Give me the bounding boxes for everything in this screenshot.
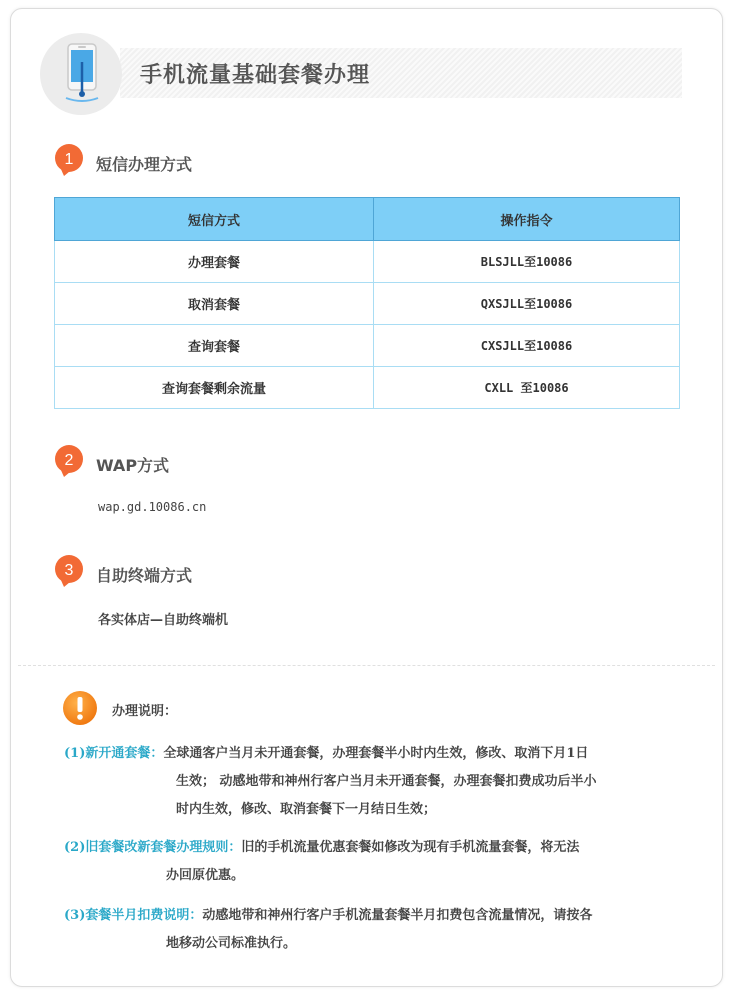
warning-icon xyxy=(62,690,98,726)
note-text: 办回原优惠。 xyxy=(166,868,245,883)
table-row xyxy=(55,283,680,325)
note-text: 生效； 动感地带和神州行客户当月未开通套餐，办理套餐扣费成功后半小 xyxy=(176,774,597,789)
table-cell: CXLL 至10086 xyxy=(374,367,680,409)
table-cell: BLSJLL至10086 xyxy=(374,241,680,283)
table-cell: 取消套餐 xyxy=(55,283,374,325)
table-cell: CXSJLL至10086 xyxy=(374,325,680,367)
step-1-number: 1 xyxy=(64,151,74,168)
terminal-description: 各实体店—自助终端机 xyxy=(98,613,229,628)
phone-icon xyxy=(58,42,106,104)
column-header: 短信方式 xyxy=(55,198,374,241)
table-row xyxy=(55,325,680,367)
step-3-number: 3 xyxy=(64,562,74,579)
column-header: 操作指令 xyxy=(374,198,680,241)
note-item-2 xyxy=(64,834,579,890)
note-text: 时内生效，修改、取消套餐下一月结日生效； xyxy=(176,802,437,817)
note-label: (3)套餐半月扣费说明： xyxy=(64,908,203,923)
step-2-number: 2 xyxy=(64,452,74,469)
table-row xyxy=(55,367,680,409)
note-label: (2)旧套餐改新套餐办理规则： xyxy=(64,840,242,855)
table-header-row xyxy=(55,198,680,241)
note-text: 旧的手机流量优惠套餐如修改为现有手机流量套餐，将无法 xyxy=(241,840,580,855)
sms-command-table xyxy=(54,197,680,409)
section-title-wap: WAP方式 xyxy=(96,456,170,475)
section-title-terminal: 自助终端方式 xyxy=(96,566,193,585)
wap-address[interactable]: wap.gd.10086.cn xyxy=(98,500,207,514)
note-item-1 xyxy=(64,740,597,824)
step-3-badge-icon xyxy=(54,554,84,588)
section-divider xyxy=(18,665,715,666)
table-row xyxy=(55,241,680,283)
note-label: (1)新开通套餐： xyxy=(64,746,164,761)
note-text: 地移动公司标准执行。 xyxy=(166,936,297,951)
notes-title: 办理说明： xyxy=(112,704,178,719)
table-cell: 办理套餐 xyxy=(55,241,374,283)
note-text: 动感地带和神州行客户手机流量套餐半月扣费包含流量情况，请按各 xyxy=(202,908,593,923)
section-title-sms: 短信办理方式 xyxy=(96,155,193,174)
page-title: 手机流量基础套餐办理 xyxy=(140,63,371,88)
step-2-badge-icon xyxy=(54,444,84,478)
table-cell: QXSJLL至10086 xyxy=(374,283,680,325)
note-text: 全球通客户当月未开通套餐，办理套餐半小时内生效，修改、取消下月1日 xyxy=(163,746,589,761)
table-cell: 查询套餐剩余流量 xyxy=(55,367,374,409)
note-item-3 xyxy=(64,902,592,958)
step-1-badge-icon xyxy=(54,143,84,177)
table-cell: 查询套餐 xyxy=(55,325,374,367)
